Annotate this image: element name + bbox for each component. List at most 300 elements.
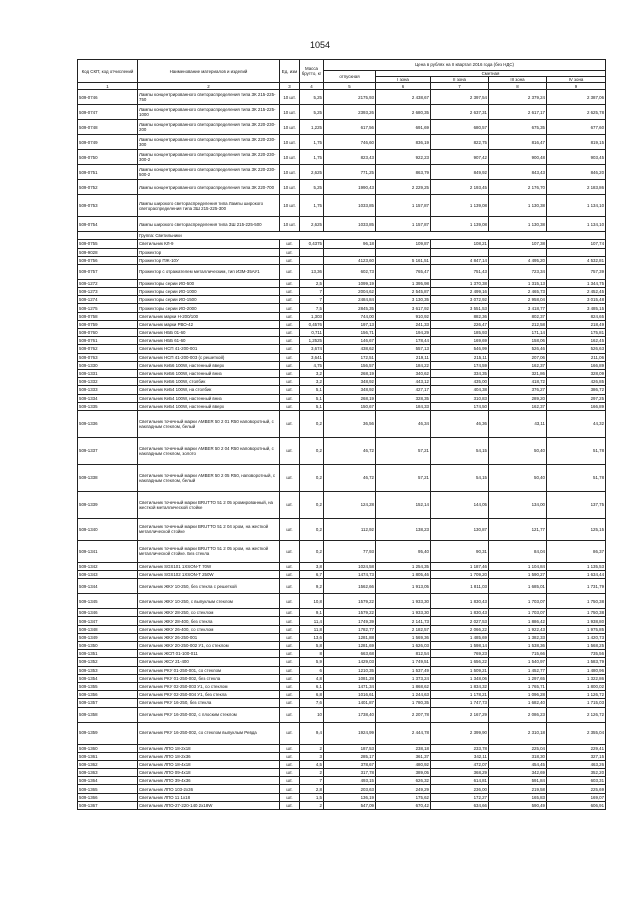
table-row — [78, 361, 606, 369]
cell-unit: шт. — [280, 240, 300, 248]
cell-mass: 2 — [300, 769, 324, 777]
cell-zone1: 922,23 — [376, 150, 431, 165]
cell-zone2: 2 167,29 — [431, 707, 489, 722]
cell-unit: шт. — [280, 801, 300, 809]
cell-zone4: 51,78 — [547, 437, 606, 464]
cell-zone3: 212,58 — [489, 320, 547, 328]
column-number: 8 — [489, 83, 547, 90]
cell-unit: 10 шт. — [280, 90, 300, 105]
cell-zone3: 3 418,77 — [489, 304, 547, 312]
table-row — [78, 579, 606, 594]
cell-zone1: 2 545,87 — [376, 288, 431, 296]
cell-zone4: 1 583,79 — [547, 658, 606, 666]
cell-zone3: 715,66 — [489, 650, 547, 658]
cell-zone4: 327,15 — [547, 752, 606, 760]
cell-name: Светильник РКУ 16-250-002, со стеклом выпуклым Ревда — [138, 722, 280, 744]
cell-unit: 10 шт. — [280, 180, 300, 195]
cell-zone2: 680,57 — [431, 120, 489, 135]
table-row — [78, 369, 606, 377]
cell-price — [324, 248, 376, 256]
cell-code: 509-1334 — [78, 394, 138, 402]
cell-name: Светильник КеБ6 100W, столбик — [138, 378, 280, 386]
cell-zone1: 241,33 — [376, 320, 431, 328]
cell-zone1: 427,17 — [376, 386, 431, 394]
cell-zone4: 1 634,44 — [547, 571, 606, 579]
cell-code: 509-0748 — [78, 120, 138, 135]
cell-mass: 7 — [300, 296, 324, 304]
cell-zone1: 2 229,25 — [376, 180, 431, 195]
table-row — [78, 633, 606, 641]
cell-zone3: 1 590,27 — [489, 571, 547, 579]
cell-zone2: 907,42 — [431, 150, 489, 165]
cell-zone1: 3 130,35 — [376, 296, 431, 304]
cell-zone4: 1 750,38 — [547, 609, 606, 617]
cell-zone4: 1 715,03 — [547, 699, 606, 707]
cell-price: 1738,40 — [324, 707, 376, 722]
table-row — [78, 386, 606, 394]
table-row — [78, 105, 606, 120]
cell-zone3: 2 617,17 — [489, 105, 547, 120]
cell-mass: 6,8 — [300, 691, 324, 699]
cell-unit: шт. — [280, 722, 300, 744]
cell-zone3: 1 382,33 — [489, 633, 547, 641]
cell-zone3: 2 958,04 — [489, 296, 547, 304]
cell-price: 156,71 — [324, 329, 376, 337]
cell-code: 509-1343 — [78, 571, 138, 579]
cell-zone3: 1 130,38 — [489, 217, 547, 232]
cell-name: Светильник КеБ6 100W, настенный вниз — [138, 369, 280, 377]
cell-mass: 9,2 — [300, 579, 324, 594]
cell-mass: 2 — [300, 744, 324, 752]
cell-code: 509-0763 — [78, 353, 138, 361]
cell-price: 547,09 — [324, 801, 376, 809]
price-table — [77, 59, 606, 810]
cell-zone1: 57,21 — [376, 437, 431, 464]
cell-price: 1210,35 — [324, 666, 376, 674]
cell-name: Лампы широкого светораспределения типа ЗШ 215-225-500 — [138, 217, 280, 232]
cell-name: Светильник КЛ-9 — [138, 240, 280, 248]
cell-zone2: 1 509,21 — [431, 666, 489, 674]
cell-unit: 10 шт. — [280, 165, 300, 180]
cell-unit: шт. — [280, 625, 300, 633]
cell-zone2: 751,43 — [431, 264, 489, 279]
cell-zone1: 1 254,35 — [376, 562, 431, 570]
header-mass: Масса брутто, кг — [300, 60, 324, 83]
cell-unit: шт. — [280, 617, 300, 625]
cell-unit: шт. — [280, 288, 300, 296]
table-row — [78, 195, 606, 217]
cell-zone2: 1 187,46 — [431, 562, 489, 570]
cell-name: Светильник точечный марки BRUTTO 51 2 05 хромированный, на жесткой металлической стойке — [138, 491, 280, 518]
cell-zone2: 4 847,14 — [431, 256, 489, 264]
page-number: 1054 — [309, 40, 331, 50]
cell-zone4: 1 480,96 — [547, 666, 606, 674]
cell-zone1: 95,40 — [376, 540, 431, 562]
cell-zone2: 435,00 — [431, 378, 489, 386]
cell-unit: шт. — [280, 248, 300, 256]
cell-name: Светильник РКУ 16-250-002, с плоским стеклом — [138, 707, 280, 722]
table-row — [78, 691, 606, 699]
table-row — [78, 777, 606, 785]
cell-mass: 0,2 — [300, 491, 324, 518]
cell-price: 96,18 — [324, 240, 376, 248]
cell-zone1: 361,37 — [376, 752, 431, 760]
cell-zone2: 404,38 — [431, 386, 489, 394]
cell-zone4: 463,26 — [547, 760, 606, 768]
cell-unit: шт. — [280, 571, 300, 579]
cell-mass: 9,4 — [300, 722, 324, 744]
cell-name: Прожектор — [138, 248, 280, 256]
cell-mass: 3 — [300, 752, 324, 760]
cell-code: 509-0753 — [78, 195, 138, 217]
table-row — [78, 744, 606, 752]
cell-price: 1749,39 — [324, 617, 376, 625]
cell-unit: шт. — [280, 304, 300, 312]
cell-name: Светильник ЖКУ 10-250, с выпуклым стеклом — [138, 594, 280, 609]
cell-zone3: 675,35 — [489, 120, 547, 135]
cell-zone2: 1 178,21 — [431, 691, 489, 699]
cell-unit: шт. — [280, 674, 300, 682]
cell-name: Светильник ЛПО-27-220-140 2х18W — [138, 801, 280, 809]
cell-zone3: 1 703,07 — [489, 594, 547, 609]
cell-zone4: 2 183,86 — [547, 180, 606, 195]
table-row — [78, 304, 606, 312]
cell-zone2 — [431, 248, 489, 256]
cell-mass: 4,8 — [300, 674, 324, 682]
cell-zone3: 50,40 — [489, 464, 547, 491]
cell-name: Лампы концентрированного светораспределения типа ЗК 215-225-750 — [138, 90, 280, 105]
cell-name: Прожекторы серии ИО-2000 — [138, 304, 280, 312]
cell-zone3: 1 315,13 — [489, 279, 547, 287]
cell-zone2: 769,23 — [431, 650, 489, 658]
cell-price: 1281,88 — [324, 633, 376, 641]
cell-zone2: 1 370,38 — [431, 279, 489, 287]
cell-zone1: 249,29 — [376, 785, 431, 793]
cell-zone3: 454,45 — [489, 760, 547, 768]
cell-price: 1099,19 — [324, 279, 376, 287]
cell-name: Светильник НСП 41-200-001 — [138, 345, 280, 353]
cell-zone2: 1 830,43 — [431, 594, 489, 609]
cell-code: 509-1342 — [78, 562, 138, 570]
cell-zone4: 125,15 — [547, 518, 606, 540]
cell-zone2: 472,07 — [431, 760, 489, 768]
cell-code: 509-1273 — [78, 288, 138, 296]
cell-code: 509-0758 — [78, 312, 138, 320]
cell-zone1: 178,44 — [376, 337, 431, 345]
cell-zone3: 219,58 — [489, 785, 547, 793]
cell-unit: шт. — [280, 540, 300, 562]
cell-code: 509-1357 — [78, 699, 138, 707]
cell-zone2: 174,50 — [431, 402, 489, 410]
table-row — [78, 785, 606, 793]
cell-zone1: 2 207,78 — [376, 707, 431, 722]
cell-code: 509-0756 — [78, 256, 138, 264]
table-row — [78, 402, 606, 410]
cell-zone1: 1 626,03 — [376, 642, 431, 650]
cell-zone4: 1 126,72 — [547, 691, 606, 699]
cell-name: Лампы концентрированного светораспределения типа ЗК 220-700 — [138, 180, 280, 195]
cell-zone3: 318,30 — [489, 752, 547, 760]
cell-name: Светильник ЛПО 18-4х18 — [138, 760, 280, 768]
cell-code: 509-1351 — [78, 650, 138, 658]
cell-zone2: 1 747,73 — [431, 699, 489, 707]
cell-zone2: 342,11 — [431, 752, 489, 760]
cell-mass: 6,7 — [300, 571, 324, 579]
cell-code: 509-1360 — [78, 744, 138, 752]
cell-zone3: 843,43 — [489, 165, 547, 180]
cell-zone4: 1 134,10 — [547, 195, 606, 217]
cell-zone1: 1 569,36 — [376, 633, 431, 641]
cell-zone2: 144,05 — [431, 491, 489, 518]
cell-unit: шт. — [280, 264, 300, 279]
cell-zone3: 418,72 — [489, 378, 547, 386]
cell-name: Лампы концентрированного светораспределения типа ЗК 220-230-300 — [138, 135, 280, 150]
cell-zone3: 289,20 — [489, 394, 547, 402]
cell-price: 771,25 — [324, 165, 376, 180]
table-row — [78, 707, 606, 722]
cell-zone3: 1 297,65 — [489, 674, 547, 682]
cell-price: 187,53 — [324, 744, 376, 752]
table-row — [78, 217, 606, 232]
cell-zone1: 2 438,67 — [376, 90, 431, 105]
cell-code: 509-0759 — [78, 320, 138, 328]
table-row — [78, 329, 606, 337]
cell-name: Прожектор с отражателем металлическим, тип ИЗМ-35АУ1 — [138, 264, 280, 279]
cell-mass: 2 — [300, 801, 324, 809]
cell-zone3: 165,83 — [489, 793, 547, 801]
cell-zone1: 1 244,63 — [376, 691, 431, 699]
cell-zone1 — [376, 248, 431, 256]
cell-mass: 5,8 — [300, 642, 324, 650]
cell-name: Светильник ЖСП 01-100-011 — [138, 650, 280, 658]
cell-name: Светильник РКУ 01-250-002, без стекла — [138, 674, 280, 682]
cell-price: 2004,62 — [324, 288, 376, 296]
table-row — [78, 642, 606, 650]
cell-name: Светильник марки Н-200/100 — [138, 312, 280, 320]
cell-price: 1782,77 — [324, 625, 376, 633]
cell-zone3: 1 685,01 — [489, 579, 547, 594]
cell-unit: шт. — [280, 329, 300, 337]
header-zone4: IV зона — [547, 77, 606, 83]
cell-mass: 7,5 — [300, 304, 324, 312]
column-number: 9 — [547, 83, 606, 90]
cell-price: 268,19 — [324, 394, 376, 402]
cell-zone2: 1 834,32 — [431, 682, 489, 690]
cell-zone3: 1 540,97 — [489, 658, 547, 666]
cell-price: 197,13 — [324, 320, 376, 328]
cell-code: 509-1355 — [78, 682, 138, 690]
table-row — [78, 353, 606, 361]
cell-name: Прожекторы серии ИО-500 — [138, 279, 280, 287]
cell-mass: 5,1 — [300, 394, 324, 402]
cell-mass: 2,625 — [300, 165, 324, 180]
cell-zone1: 5 161,51 — [376, 256, 431, 264]
header-zone1: I зона — [376, 77, 431, 83]
cell-code: 509-1358 — [78, 707, 138, 722]
cell-price: 1033,85 — [324, 217, 376, 232]
cell-mass: 1,75 — [300, 150, 324, 165]
cell-code: 509-0754 — [78, 217, 138, 232]
cell-price: 4123,60 — [324, 256, 376, 264]
cell-price: 317,78 — [324, 769, 376, 777]
cell-zone2: 2 193,45 — [431, 180, 489, 195]
cell-mass: 4,75 — [300, 361, 324, 369]
cell-price: 77,93 — [324, 540, 376, 562]
cell-price: 438,62 — [324, 345, 376, 353]
cell-name: Светильник марки РВО-42 — [138, 320, 280, 328]
cell-zone4: 1 731,79 — [547, 579, 606, 594]
cell-zone3: 342,69 — [489, 769, 547, 777]
cell-zone1: 863,79 — [376, 165, 431, 180]
cell-zone1: 836,19 — [376, 135, 431, 150]
cell-zone4: 606,91 — [547, 801, 606, 809]
cell-zone4: 2 625,78 — [547, 105, 606, 120]
cell-zone2: 46,36 — [431, 410, 489, 437]
table-row — [78, 410, 606, 437]
cell-price: 602,73 — [324, 264, 376, 279]
column-number: 4 — [300, 83, 324, 90]
cell-zone2: 849,92 — [431, 165, 489, 180]
cell-zone3: 723,34 — [489, 264, 547, 279]
table-header — [78, 60, 606, 90]
cell-zone4: 229,41 — [547, 744, 606, 752]
cell-price: 36,56 — [324, 410, 376, 437]
cell-price: 2845,35 — [324, 304, 376, 312]
cell-zone4: 328,09 — [547, 369, 606, 377]
cell-zone4: 526,63 — [547, 345, 606, 353]
cell-zone3: 162,37 — [489, 361, 547, 369]
cell-zone1: 1 749,51 — [376, 658, 431, 666]
cell-unit: шт. — [280, 491, 300, 518]
cell-mass: 7,6 — [300, 699, 324, 707]
table-row — [78, 288, 606, 296]
cell-zone4 — [547, 248, 606, 256]
cell-unit: шт. — [280, 793, 300, 801]
cell-zone3: 2 176,70 — [489, 180, 547, 195]
cell-name: Светильник точечный марки AMBER 50 2 01 R50 наповоротный, с накладным стеклом, белый — [138, 410, 280, 437]
cell-name: Светильник ЛПО 09-4х18 — [138, 769, 280, 777]
cell-zone4: 1 322,86 — [547, 674, 606, 682]
cell-unit: шт. — [280, 691, 300, 699]
cell-price: 378,67 — [324, 760, 376, 768]
cell-code: 509-1365 — [78, 785, 138, 793]
cell-zone4: 677,60 — [547, 120, 606, 135]
cell-price: 172,51 — [324, 353, 376, 361]
column-number: 2 — [138, 83, 280, 90]
cell-zone4: 86,37 — [547, 540, 606, 562]
cell-code: 509-1352 — [78, 658, 138, 666]
cell-unit: шт. — [280, 707, 300, 722]
cell-unit: шт. — [280, 394, 300, 402]
table-row — [78, 650, 606, 658]
cell-code: 509-1361 — [78, 752, 138, 760]
header-estimated: Сметная — [376, 71, 606, 77]
cell-zone2: 54,15 — [431, 464, 489, 491]
table-row — [78, 264, 606, 279]
column-number: 1 — [78, 83, 138, 90]
cell-code: 509-1346 — [78, 609, 138, 617]
table-row — [78, 666, 606, 674]
cell-zone4: 603,31 — [547, 777, 606, 785]
cell-zone2: 1 656,22 — [431, 658, 489, 666]
table-row — [78, 378, 606, 386]
cell-price: 1401,87 — [324, 699, 376, 707]
cell-zone3: 84,04 — [489, 540, 547, 562]
cell-zone2: 634,66 — [431, 801, 489, 809]
cell-mass: 3,674 — [300, 345, 324, 353]
cell-mass: 0,2 — [300, 410, 324, 437]
cell-unit: шт. — [280, 562, 300, 570]
cell-code: 509-0760 — [78, 329, 138, 337]
cell-price: 146,67 — [324, 337, 376, 345]
cell-zone4: 2 126,72 — [547, 707, 606, 722]
cell-unit: шт. — [280, 386, 300, 394]
table-row — [78, 464, 606, 491]
cell-mass: 1,75 — [300, 135, 324, 150]
column-number: 5 — [324, 83, 376, 90]
cell-zone2: 2 399,90 — [431, 722, 489, 744]
cell-code: 509-0752 — [78, 180, 138, 195]
cell-price: 2175,93 — [324, 90, 376, 105]
cell-price: 136,19 — [324, 793, 376, 801]
table-row — [78, 394, 606, 402]
cell-name: Светильник РКУ 16-250, без стекла — [138, 699, 280, 707]
table-row — [78, 518, 606, 540]
table-row — [78, 240, 606, 248]
cell-zone2: 1 139,08 — [431, 195, 489, 217]
cell-zone2: 172,27 — [431, 793, 489, 801]
cell-zone1: 184,33 — [376, 402, 431, 410]
cell-zone3: 1 682,40 — [489, 699, 547, 707]
cell-name: Лампы концентрированного светораспределения типа ЗК 215-225-1000 — [138, 105, 280, 120]
cell-mass: 3,641 — [300, 353, 324, 361]
cell-price: 348,92 — [324, 378, 376, 386]
table-row — [78, 752, 606, 760]
cell-zone3: 207,06 — [489, 353, 547, 361]
cell-mass: 5,1 — [300, 402, 324, 410]
cell-zone4: 1 420,73 — [547, 633, 606, 641]
cell-mass: 6,1 — [300, 682, 324, 690]
column-number: 3 — [280, 83, 300, 90]
cell-zone4: 297,25 — [547, 394, 606, 402]
cell-price: 2393,26 — [324, 105, 376, 120]
cell-zone1: 57,21 — [376, 464, 431, 491]
cell-name: Лампы концентрированного светораспределения типа ЗК 220-230-300-2 — [138, 150, 280, 165]
cell-zone2: 2 499,16 — [431, 288, 489, 296]
cell-zone2: 334,35 — [431, 369, 489, 377]
cell-name: Прожекторы серии ИО-1000 — [138, 288, 280, 296]
cell-code: 509-1350 — [78, 642, 138, 650]
cell-code: 509-1353 — [78, 666, 138, 674]
cell-zone4: 352,20 — [547, 769, 606, 777]
cell-unit: 10 шт. — [280, 150, 300, 165]
cell-name: Светильник ЛПО 18-2х36 — [138, 752, 280, 760]
cell-code: 509-1345 — [78, 594, 138, 609]
cell-zone2: 90,31 — [431, 540, 489, 562]
cell-mass: 5,25 — [300, 180, 324, 195]
cell-zone1: 3 617,92 — [376, 304, 431, 312]
cell-price: 1990,43 — [324, 180, 376, 195]
cell-unit: шт. — [280, 378, 300, 386]
cell-zone1: 1 913,05 — [376, 579, 431, 594]
cell-zone3: 43,11 — [489, 410, 547, 437]
cell-unit: шт. — [280, 256, 300, 264]
cell-name: Светильник НББ 01-60 — [138, 329, 280, 337]
cell-zone1: 389,05 — [376, 769, 431, 777]
cell-zone3: 591,84 — [489, 777, 547, 785]
header-price-group: Цена в рублях на II квартал 2016 года (без НДС) — [324, 60, 606, 71]
cell-unit: шт. — [280, 760, 300, 768]
